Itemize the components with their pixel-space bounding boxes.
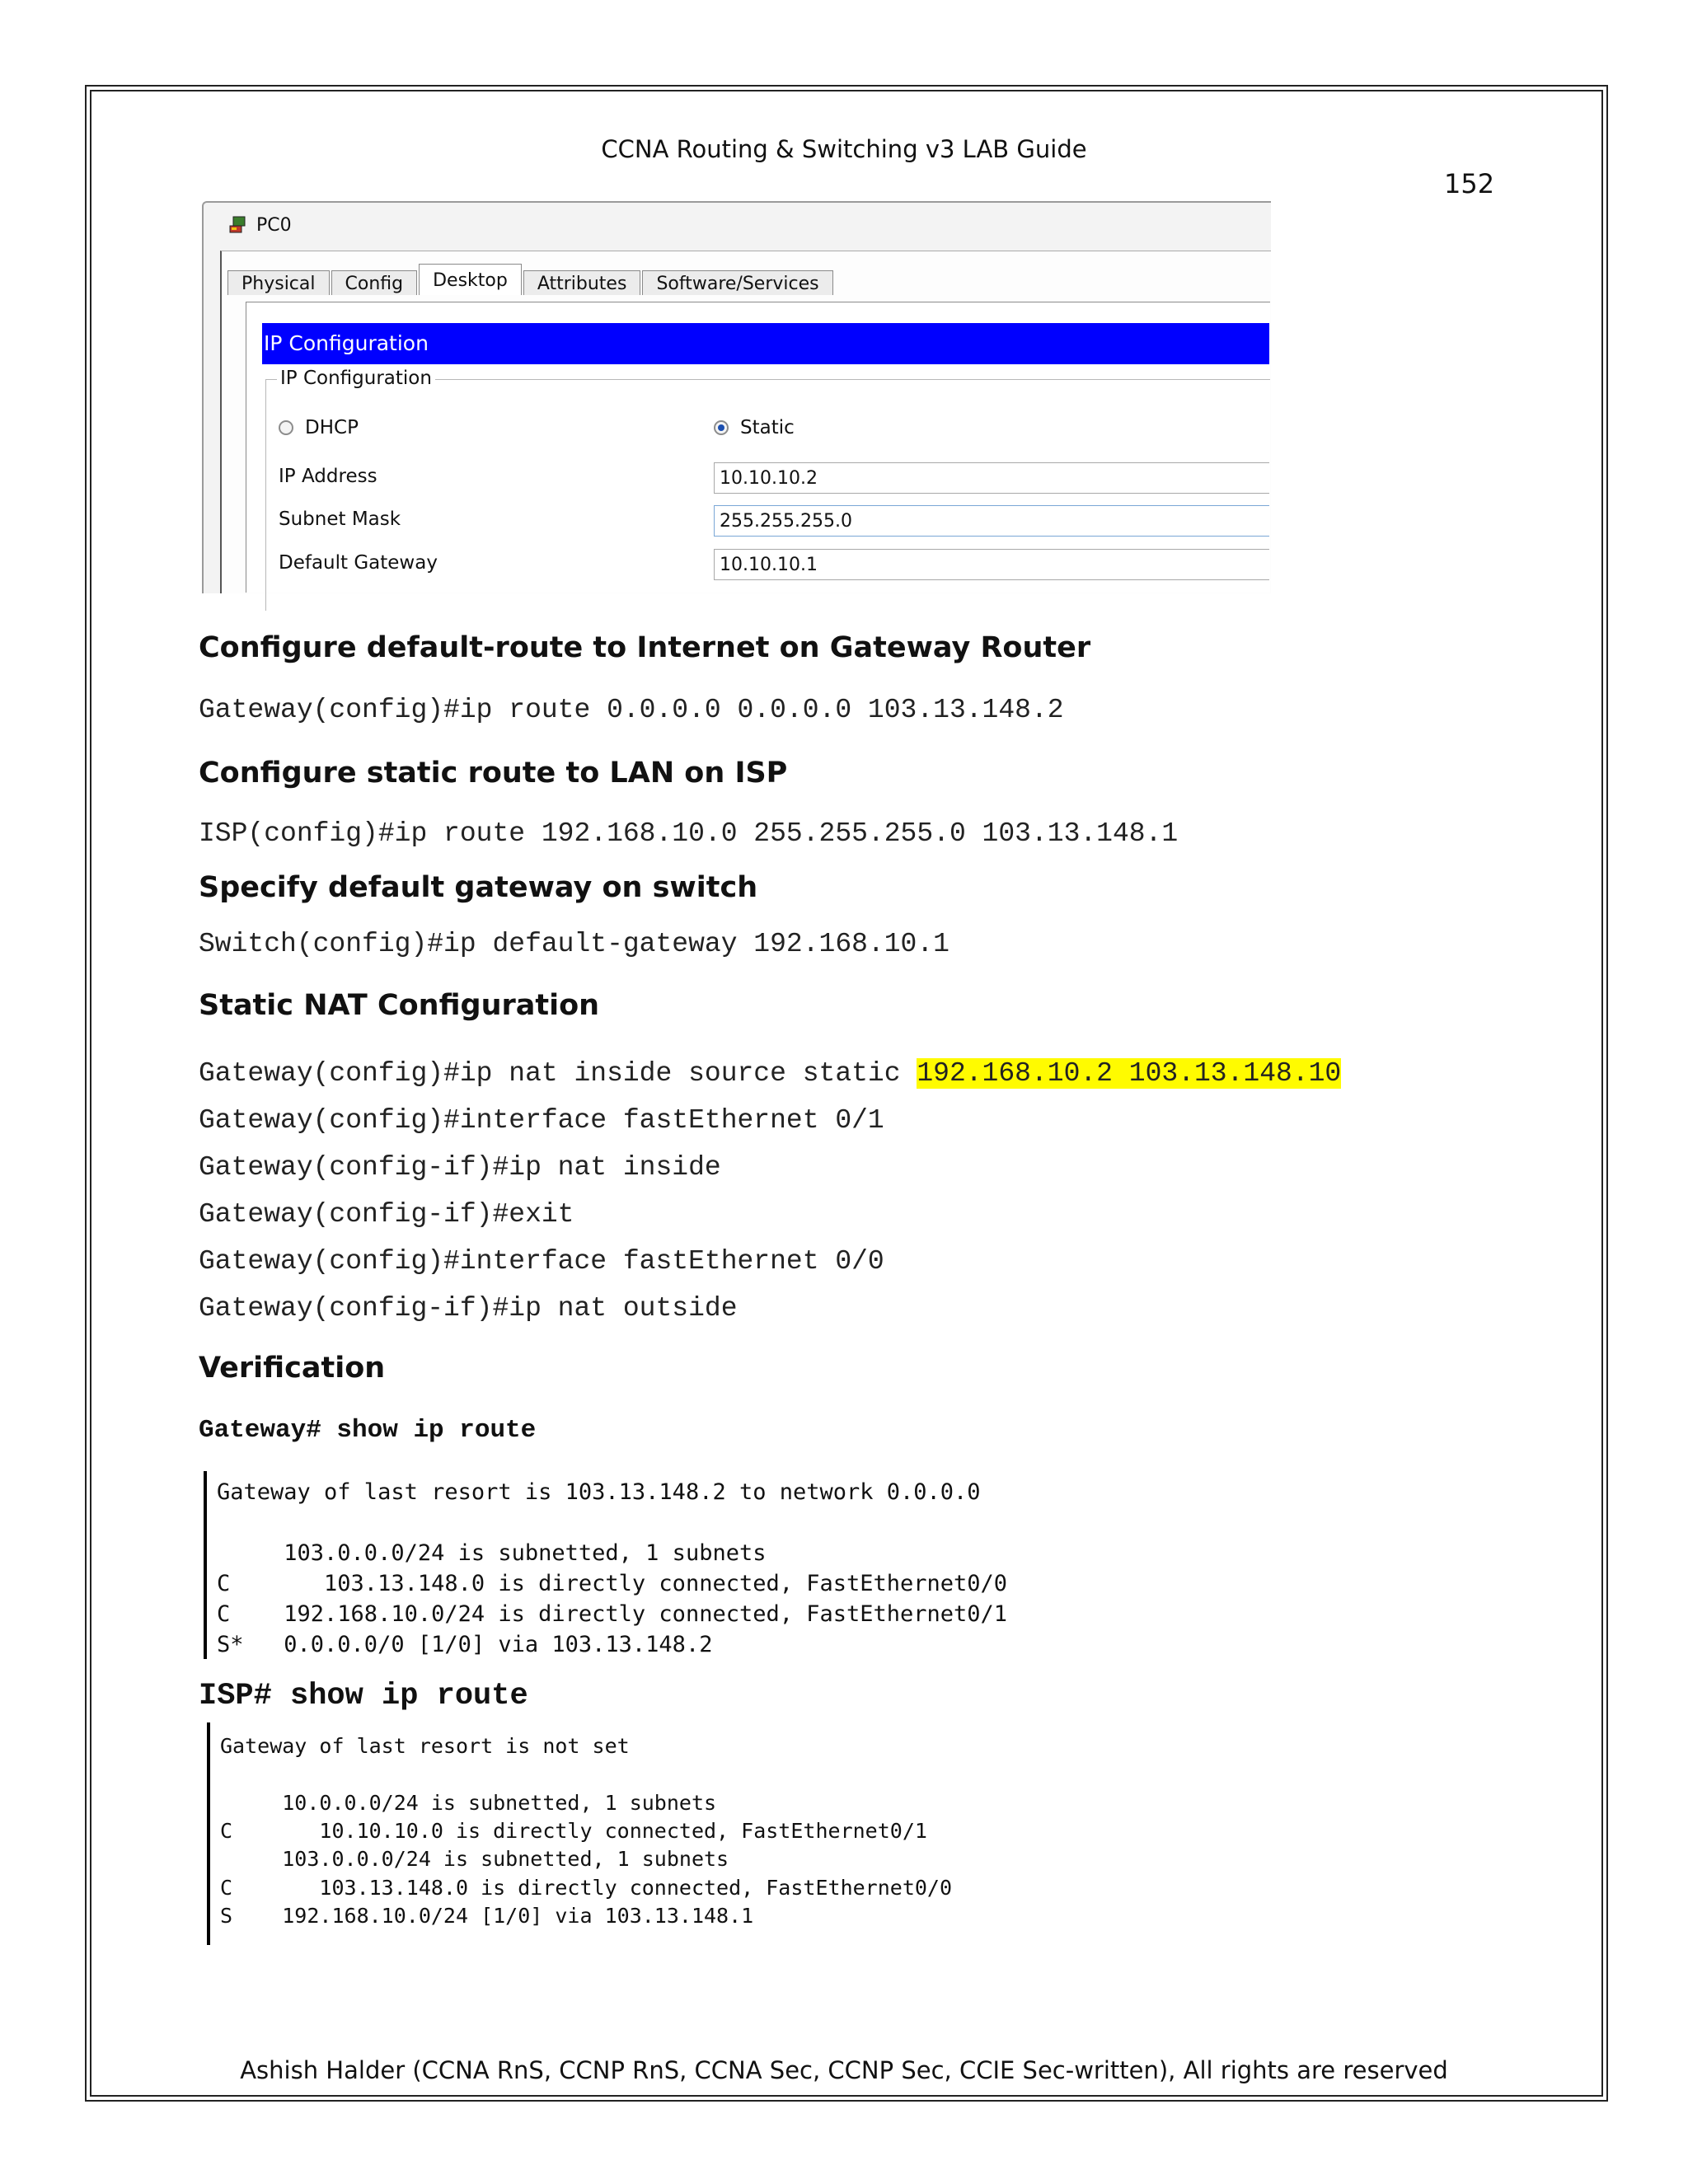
static-option[interactable] [714, 417, 795, 438]
cmd-nat-static-highlight: 192.168.10.2 103.13.148.10 [917, 1058, 1342, 1089]
static-radio[interactable] [714, 420, 729, 435]
ip-configuration-group-label: IP Configuration [277, 368, 435, 389]
ip-address-label: IP Address [279, 466, 377, 487]
heading-static-route: Configure static route to LAN on ISP [199, 757, 788, 790]
output-line: C 103.13.148.0 is directly connected, FastEthernet0/0 [217, 1571, 1008, 1596]
dhcp-option[interactable] [279, 417, 359, 438]
dhcp-label: DHCP [305, 417, 359, 438]
cmd-exit: Gateway(config-if)#exit [199, 1199, 574, 1230]
pt-tab-bar [227, 270, 835, 295]
tab-software-services[interactable]: Software/Services [642, 270, 832, 295]
output-line: Gateway of last resort is 103.13.148.2 to network 0.0.0.0 [217, 1479, 981, 1505]
cmd-nat-static-prefix: Gateway(config)#ip nat inside source static [199, 1058, 917, 1089]
output-line: C 10.10.10.0 is directly connected, FastEthernet0/1 [220, 1819, 927, 1843]
page-header: CCNA Routing & Switching v3 LAB Guide [601, 135, 1087, 163]
dhcp-radio[interactable] [279, 420, 293, 435]
isp-route-output [207, 1722, 1076, 1945]
tab-desktop[interactable]: Desktop [419, 264, 522, 295]
tab-physical[interactable]: Physical [227, 270, 330, 295]
cmd-gateway-show-ip-route: Gateway# show ip route [199, 1416, 537, 1445]
subnet-mask-label: Subnet Mask [279, 509, 401, 530]
output-line: 103.0.0.0/24 is subnetted, 1 subnets [217, 1540, 767, 1566]
page-footer: Ashish Halder (CCNA RnS, CCNP RnS, CCNA Sec, CCNP Sec, CCIE Sec-written), All rights are reserved [240, 2056, 1448, 2084]
cmd-isp-show-ip-route: ISP# show ip route [199, 1679, 528, 1713]
cmd-nat-inside: Gateway(config-if)#ip nat inside [199, 1152, 721, 1183]
cmd-static-route: ISP(config)#ip route 192.168.10.0 255.255.255.0 103.13.148.1 [199, 818, 1179, 849]
heading-default-gateway: Specify default gateway on switch [199, 871, 758, 904]
output-line: Gateway of last resort is not set [220, 1734, 630, 1758]
output-line: 103.0.0.0/24 is subnetted, 1 subnets [220, 1847, 729, 1871]
pt-window-title [228, 214, 292, 236]
ip-configuration-title-bar: IP Configuration [262, 323, 1269, 364]
output-line: C 103.13.148.0 is directly connected, FastEthernet0/0 [220, 1876, 953, 1900]
subnet-mask-input[interactable]: 255.255.255.0 [714, 505, 1269, 537]
cmd-nat-interface-f01: Gateway(config)#interface fastEthernet 0/1 [199, 1105, 884, 1136]
cmd-default-gateway: Switch(config)#ip default-gateway 192.168.10.1 [199, 929, 950, 959]
heading-static-nat: Static NAT Configuration [199, 989, 600, 1022]
cmd-nat-interface-f00: Gateway(config)#interface fastEthernet 0/0 [199, 1246, 884, 1277]
output-line: C 192.168.10.0/24 is directly connected, FastEthernet0/1 [217, 1601, 1008, 1627]
cmd-nat-outside: Gateway(config-if)#ip nat outside [199, 1293, 738, 1324]
tab-config[interactable]: Config [331, 270, 418, 295]
default-gateway-input[interactable]: 10.10.10.1 [714, 549, 1269, 580]
cmd-nat-static [199, 1058, 1341, 1089]
output-line: 10.0.0.0/24 is subnetted, 1 subnets [220, 1791, 717, 1815]
cmd-default-route: Gateway(config)#ip route 0.0.0.0 0.0.0.0 103.13.148.2 [199, 695, 1064, 725]
ip-address-input[interactable]: 10.10.10.2 [714, 462, 1269, 494]
gateway-route-output [204, 1471, 1122, 1659]
pc-icon [228, 214, 250, 236]
output-line: S 192.168.10.0/24 [1/0] via 103.13.148.1 [220, 1904, 754, 1928]
tab-attributes[interactable]: Attributes [523, 270, 641, 295]
page-number: 152 [1444, 168, 1495, 199]
static-label: Static [740, 417, 795, 438]
heading-verification: Verification [199, 1352, 386, 1385]
pt-title-text: PC0 [256, 214, 292, 236]
output-line: S* 0.0.0.0/0 [1/0] via 103.13.148.2 [217, 1632, 713, 1657]
heading-default-route: Configure default-route to Internet on Gateway Router [199, 631, 1091, 664]
default-gateway-label: Default Gateway [279, 552, 438, 574]
